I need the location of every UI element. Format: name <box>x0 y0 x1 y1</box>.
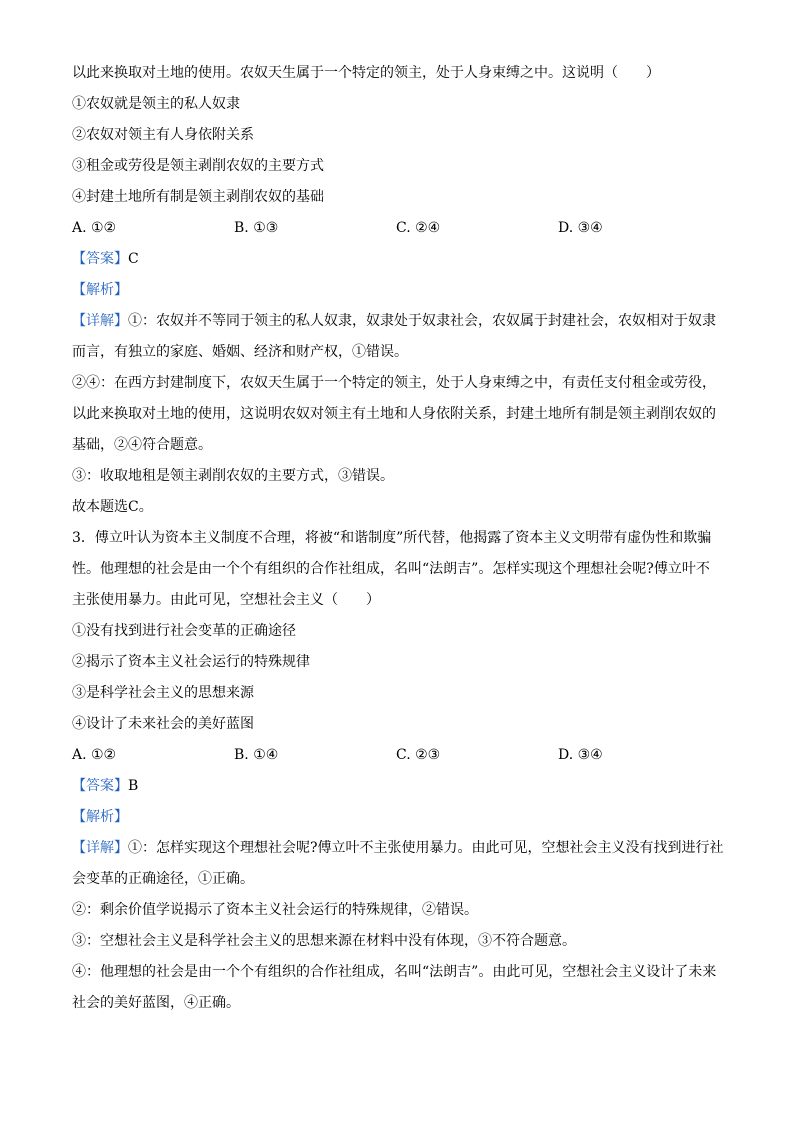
q2-option-d: D. ③④ <box>558 220 603 236</box>
q3-detail-5: ④：他理想的社会是由一个个有组织的合作社组成，名叫“法朗吉”。由此可见，空想社会主义设计了未来 <box>72 964 717 980</box>
q2-item-1: ①农奴就是领主的私人奴隶 <box>72 96 240 112</box>
q3-detail-6: 社会的美好蓝图，④正确。 <box>72 995 240 1011</box>
q3-answer-tag: 【答案】 <box>72 778 128 794</box>
q2-detail-3: ②④：在西方封建制度下，农奴天生属于一个特定的领主，处于人身束缚之中，有责任支付租金或劳役， <box>72 375 716 391</box>
q3-option-d: D. ③④ <box>558 747 603 763</box>
q2-detail-5: 基础，②④符合题意。 <box>72 437 212 453</box>
q3-item-2: ②揭示了资本主义社会运行的特殊规律 <box>72 654 310 670</box>
q3-stem-2: 性。他理想的社会是由一个个有组织的合作社组成，名叫“法朗吉”。怎样实现这个理想社会呢?傅立叶不 <box>72 561 710 577</box>
q2-detail-6: ③：收取地租是领主剥削农奴的主要方式，③错误。 <box>72 468 394 484</box>
q2-item-2: ②农奴对领主有人身依附关系 <box>72 127 254 143</box>
q2-detail-text: ①：农奴并不等同于领主的私人奴隶，奴隶处于奴隶社会，农奴属于封建社会，农奴相对于奴隶 <box>128 313 716 329</box>
q2-options <box>72 217 732 248</box>
q3-stem-1: 3．傅立叶认为资本主义制度不合理，将被“和谐制度”所代替，他揭露了资本主义文明带有虚伪性和欺骗 <box>72 530 712 546</box>
q2-option-c: C. ②④ <box>396 220 441 236</box>
q2-stem-continuation: 以此来换取对土地的使用。农奴天生属于一个特定的领主，处于人身束缚之中。这说明（ ） <box>72 65 660 81</box>
q2-option-a: A. ①② <box>72 220 117 236</box>
q3-options <box>72 744 732 775</box>
q2-detail-2: 而言，有独立的家庭、婚姻、经济和财产权，①错误。 <box>72 344 408 360</box>
q2-answer-value: C <box>128 251 139 267</box>
q2-item-3: ③租金或劳役是领主剥削农奴的主要方式 <box>72 158 324 174</box>
q3-item-3: ③是科学社会主义的思想来源 <box>72 685 254 701</box>
q3-answer <box>72 775 732 806</box>
q2-conclusion: 故本题选C。 <box>72 499 153 515</box>
q3-option-c: C. ②③ <box>396 747 441 763</box>
q2-detail-4: 以此来换取对土地的使用，这说明农奴对领主有土地和人身依附关系，封建土地所有制是领主剥削农奴的 <box>72 406 716 422</box>
q3-analysis-heading <box>72 806 732 837</box>
q3-detail-tag: 【详解】 <box>72 840 128 856</box>
q3-item-4: ④设计了未来社会的美好蓝图 <box>72 716 254 732</box>
q3-detail-2: 会变革的正确途径，①正确。 <box>72 871 254 887</box>
q3-stem-3: 主张使用暴力。由此可见，空想社会主义（ ） <box>72 592 380 608</box>
q2-analysis-tag: 【解析】 <box>72 282 128 298</box>
q3-analysis-tag: 【解析】 <box>72 809 128 825</box>
q2-detail-tag: 【详解】 <box>72 313 128 329</box>
q3-option-b: B. ①④ <box>234 747 279 763</box>
q2-detail-1 <box>72 310 732 341</box>
q3-answer-value: B <box>128 778 139 794</box>
q3-detail-text: ①：怎样实现这个理想社会呢?傅立叶不主张使用暴力。由此可见，空想社会主义没有找到进行社 <box>128 840 724 856</box>
q3-detail-3: ②：剩余价值学说揭示了资本主义社会运行的特殊规律，②错误。 <box>72 902 478 918</box>
q3-detail-4: ③：空想社会主义是科学社会主义的思想来源在材料中没有体现，③不符合题意。 <box>72 933 576 949</box>
q3-item-1: ①没有找到进行社会变革的正确途径 <box>72 623 296 639</box>
q2-item-4: ④封建土地所有制是领主剥削农奴的基础 <box>72 189 324 205</box>
q2-option-b: B. ①③ <box>234 220 279 236</box>
q2-answer <box>72 248 732 279</box>
q2-analysis-heading <box>72 279 732 310</box>
document-page <box>72 62 732 1023</box>
q3-option-a: A. ①② <box>72 747 117 763</box>
q3-detail-1 <box>72 837 732 868</box>
q2-answer-tag: 【答案】 <box>72 251 128 267</box>
